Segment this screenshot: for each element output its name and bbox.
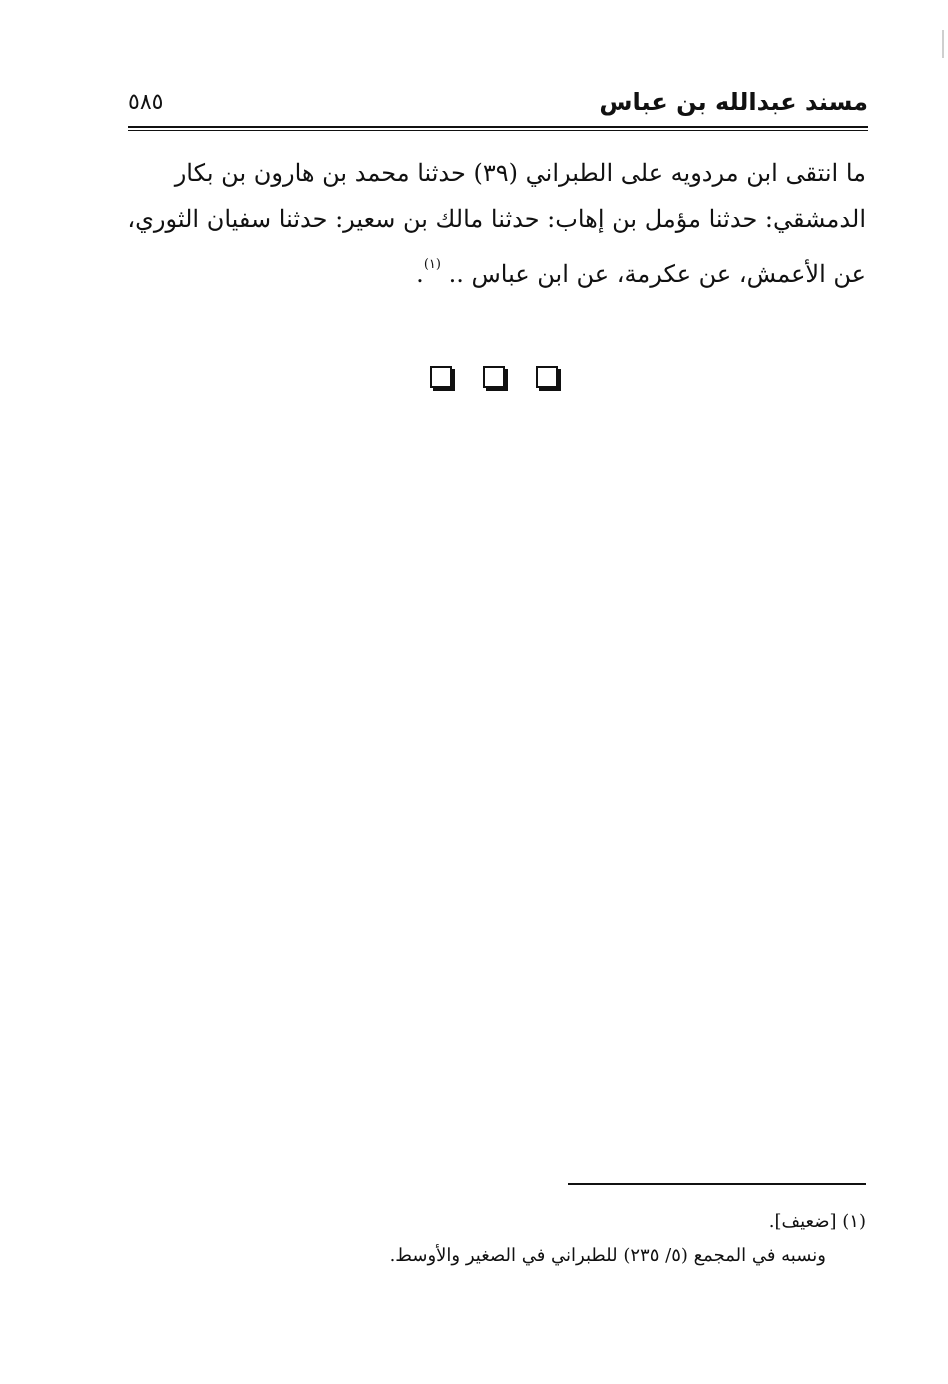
scan-edge-mark — [942, 30, 944, 58]
footnote-1-source: ونسبه في المجمع (٥/ ٢٣٥) للطبراني في الصغير والأوسط. — [389, 1245, 826, 1266]
body-paragraph — [122, 150, 866, 297]
footnotes — [300, 1205, 866, 1273]
section-separator — [430, 366, 558, 394]
page-header — [128, 88, 868, 124]
body-line-3 — [122, 242, 866, 297]
separator-box-icon — [430, 366, 452, 388]
page-number: ٥٨٥ — [128, 90, 164, 115]
running-title: مسند عبدالله بن عباس — [599, 88, 868, 116]
body-line-3-period: . — [416, 260, 424, 288]
body-line-1: ما انتقى ابن مردويه على الطبراني (٣٩) حدثنا محمد بن هارون بن بكار — [174, 159, 866, 187]
footnote-reference: (١) — [423, 257, 441, 272]
separator-box-icon — [536, 366, 558, 388]
body-line-3-text: عن الأعمش، عن عكرمة، عن ابن عباس .. — [448, 260, 866, 288]
header-rule — [128, 126, 868, 130]
separator-box-icon — [483, 366, 505, 388]
footnote-rule — [568, 1183, 866, 1185]
body-line-2: الدمشقي: حدثنا مؤمل بن إهاب: حدثنا مالك بن سعير: حدثنا سفيان الثوري، — [127, 205, 866, 233]
footnote-1: (١) [ضعيف]. — [768, 1211, 866, 1232]
